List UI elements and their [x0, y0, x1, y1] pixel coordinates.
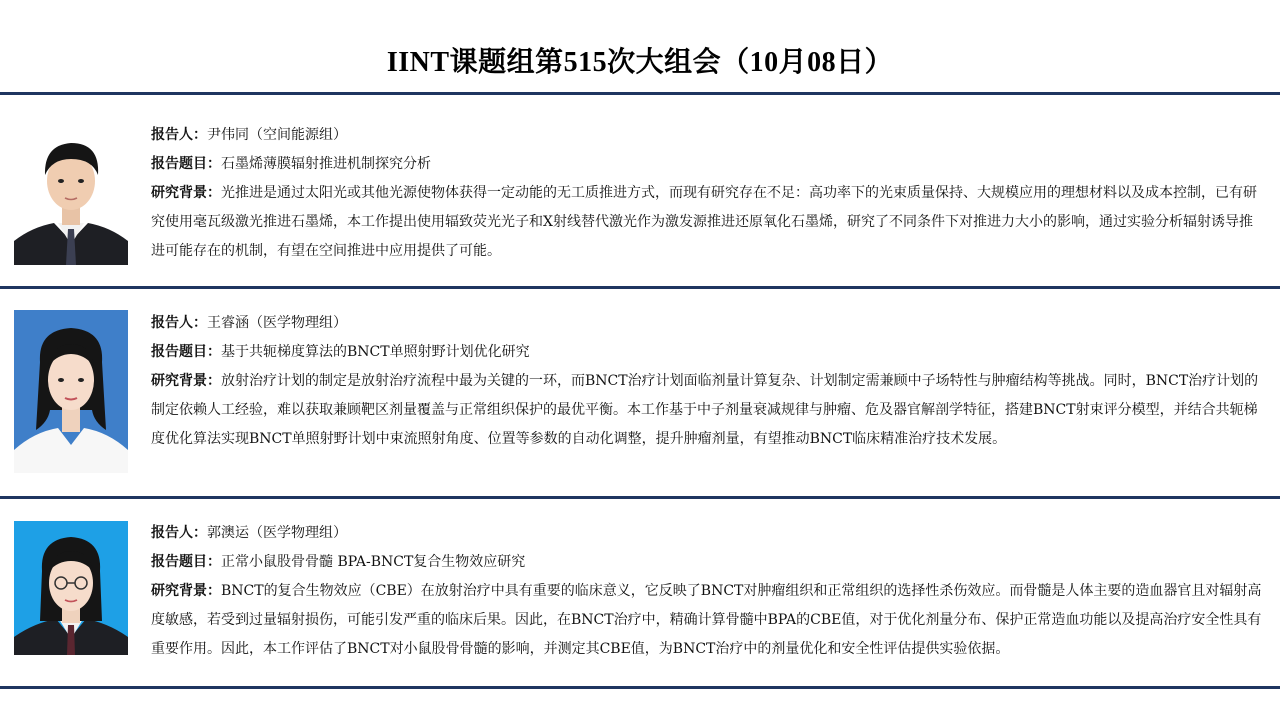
background-text: 放射治疗计划的制定是放射治疗流程中最为关键的一环，而BNCT治疗计划面临剂量计算复杂、计划制定需兼顾中子场特性与肿瘤结构等挑战。同时，BNCT治疗计划的制定依赖人工经验，难以获取兼顾靶区剂量覆盖与正常组织保护的最优平衡。本工作基于中子剂量衰减规律与肿瘤、危及器官解剖学特征，搭建BNCT射束评分模型，并结合共轭梯度优化算法实现BNCT单照射野计划中束流照射角度、位置等参数的自动化调整，提升肿瘤剂量，有望推动BNCT临床精准治疗技术发展。 [151, 373, 1259, 447]
reporter-label: 报告人： [151, 127, 207, 143]
presenter-info-1 [151, 121, 1266, 266]
divider-bottom [0, 686, 1280, 689]
reporter-line [151, 519, 1266, 548]
presenter-photo-3 [14, 521, 128, 655]
presenter-info-2 [151, 309, 1266, 454]
background-line [151, 367, 1266, 454]
topic-line [151, 338, 1266, 367]
presenter-card-2 [0, 289, 1280, 497]
topic-line [151, 150, 1266, 179]
topic-text: 石墨烯薄膜辐射推进机制探究分析 [221, 156, 431, 172]
background-label: 研究背景： [151, 185, 221, 201]
topic-label: 报告题目： [151, 554, 221, 570]
reporter-label: 报告人： [151, 525, 207, 541]
background-line [151, 179, 1266, 266]
presenter-info-3 [151, 519, 1266, 664]
presenter-photo-1 [14, 123, 128, 265]
presenter-card-3 [0, 499, 1280, 687]
background-line [151, 577, 1266, 664]
page-title: IINT课题组第515次大组会（10月08日） [386, 47, 894, 78]
reporter-line [151, 309, 1266, 338]
background-text: BNCT的复合生物效应（CBE）在放射治疗中具有重要的临床意义，它反映了BNCT对肿瘤组织和正常组织的选择性杀伤效应。而骨髓是人体主要的造血器官且对辐射高度敏感，若受到过量辐射损伤，可能引发严重的临床后果。因此，在BNCT治疗中，精确计算骨髓中BPA的CBE值，对于优化剂量分布、保护正常造血功能以及提高治疗安全性具有重要作用。因此，本工作评估了BNCT对小鼠股骨骨髓的影响，并测定其CBE值，为BNCT治疗中的剂量优化和安全性评估提供实验依据。 [151, 583, 1262, 657]
background-label: 研究背景： [151, 583, 221, 599]
background-text: 光推进是通过太阳光或其他光源使物体获得一定动能的无工质推进方式，而现有研究存在不足：高功率下的光束质量保持、大规模应用的理想材料以及成本控制，已有研究使用毫瓦级激光推进石墨烯，本工作提出使用辐致荧光光子和X射线替代激光作为激发源推进还原氧化石墨烯，研究了不同条件下对推进力大小的影响，通过实验分析辐射诱导推进可能存在的机制，有望在空间推进中应用提供了可能。 [151, 185, 1257, 259]
presenter-card-1 [0, 95, 1280, 287]
reporter-line [151, 121, 1266, 150]
background-label: 研究背景： [151, 373, 221, 389]
topic-label: 报告题目： [151, 344, 221, 360]
topic-text: 正常小鼠股骨骨髓 BPA-BNCT复合生物效应研究 [221, 554, 526, 570]
topic-label: 报告题目： [151, 156, 221, 172]
reporter-name: 王睿涵（医学物理组） [207, 315, 347, 331]
topic-text: 基于共轭梯度算法的BNCT单照射野计划优化研究 [221, 344, 530, 360]
reporter-name: 郭澳运（医学物理组） [207, 525, 347, 541]
reporter-label: 报告人： [151, 315, 207, 331]
presenter-photo-2 [14, 310, 128, 473]
reporter-name: 尹伟同（空间能源组） [207, 127, 347, 143]
topic-line [151, 548, 1266, 577]
